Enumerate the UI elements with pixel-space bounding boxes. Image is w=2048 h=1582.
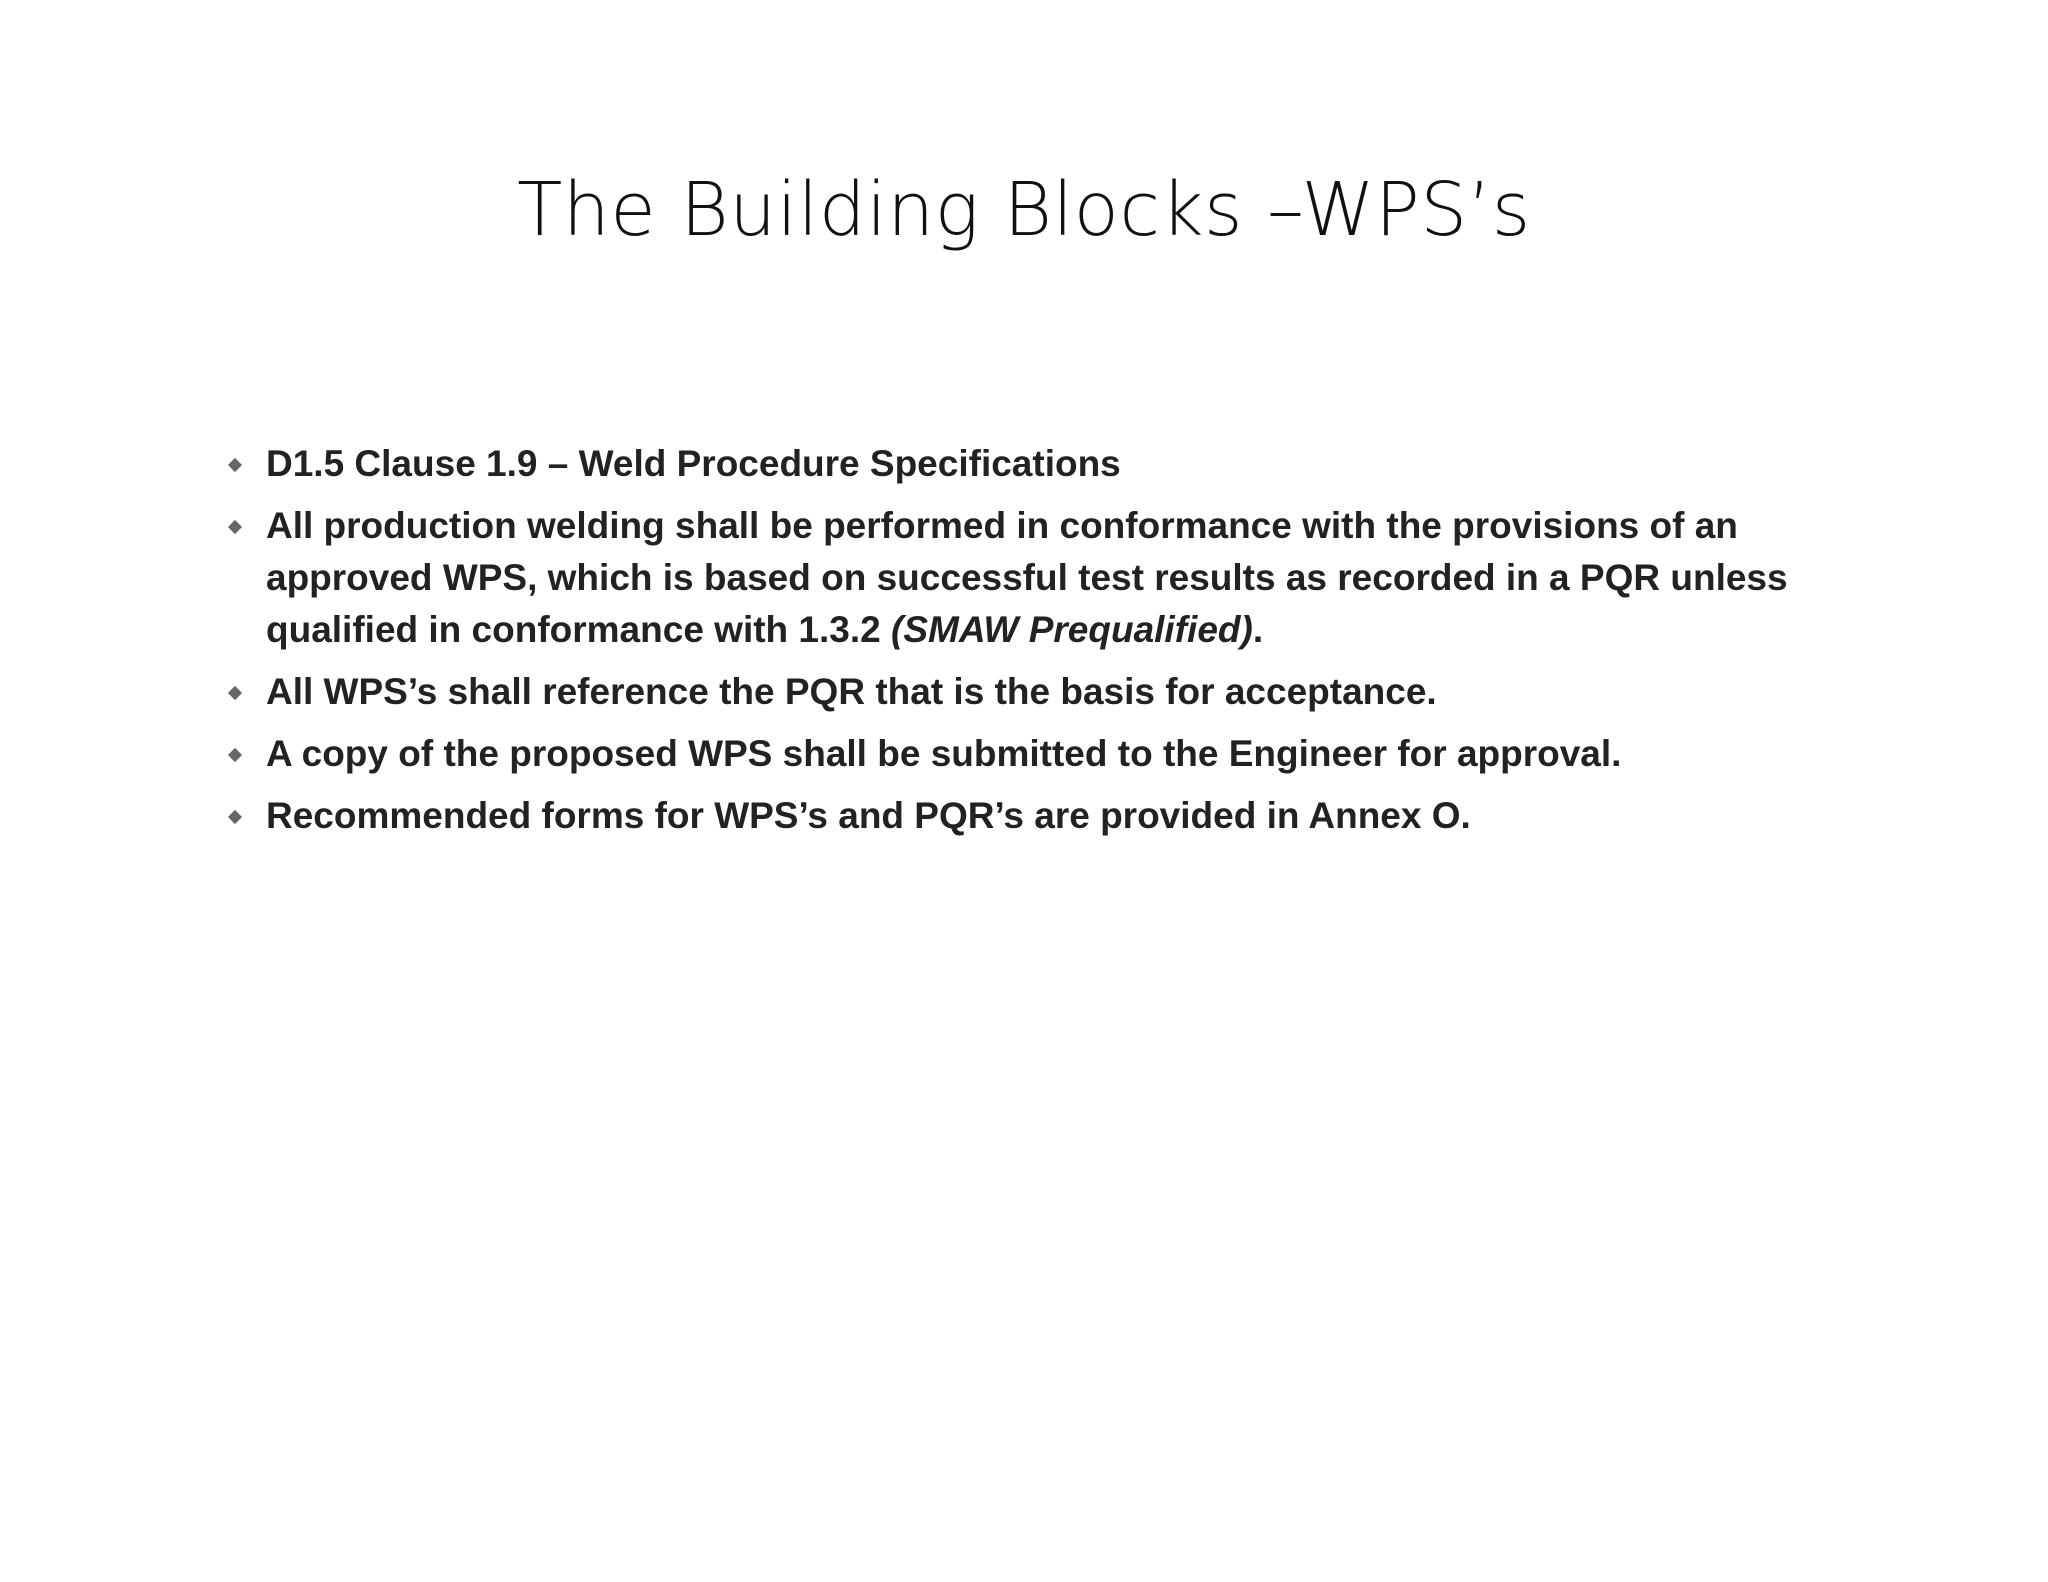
bullet-item-production-welding xyxy=(230,500,1850,656)
bullet-text: D1.5 Clause 1.9 – Weld Procedure Specifications xyxy=(266,443,1121,484)
bullet-item-copy-submitted xyxy=(230,728,1850,780)
bullet-item-clause xyxy=(230,438,1850,490)
bullet-item-reference-pqr xyxy=(230,666,1850,718)
diamond-bullet-icon xyxy=(228,520,242,534)
bullet-text: A copy of the proposed WPS shall be submitted to the Engineer for approval. xyxy=(266,733,1622,774)
bullet-text: All production welding shall be performed in conformance with the provisions of an approved WPS, which is based on successful test results as recorded in a PQR unless qualified in conformance with 1.3.2 xyxy=(266,505,1788,650)
bullet-italic-text: (SMAW Prequalified) xyxy=(891,609,1253,650)
bullet-text: Recommended forms for WPS’s and PQR’s are provided in Annex O. xyxy=(266,795,1471,836)
diamond-bullet-icon xyxy=(228,458,242,472)
diamond-bullet-icon xyxy=(228,748,242,762)
bullet-tail-text: . xyxy=(1252,609,1264,650)
diamond-bullet-icon xyxy=(228,810,242,824)
diamond-bullet-icon xyxy=(228,686,242,700)
bullet-item-recommended-forms xyxy=(230,790,1850,842)
bullet-text: All WPS’s shall reference the PQR that is the basis for acceptance. xyxy=(266,671,1437,712)
slide-title: The Building Blocks –WPS’s xyxy=(517,167,1531,253)
bullet-list xyxy=(230,438,1850,852)
